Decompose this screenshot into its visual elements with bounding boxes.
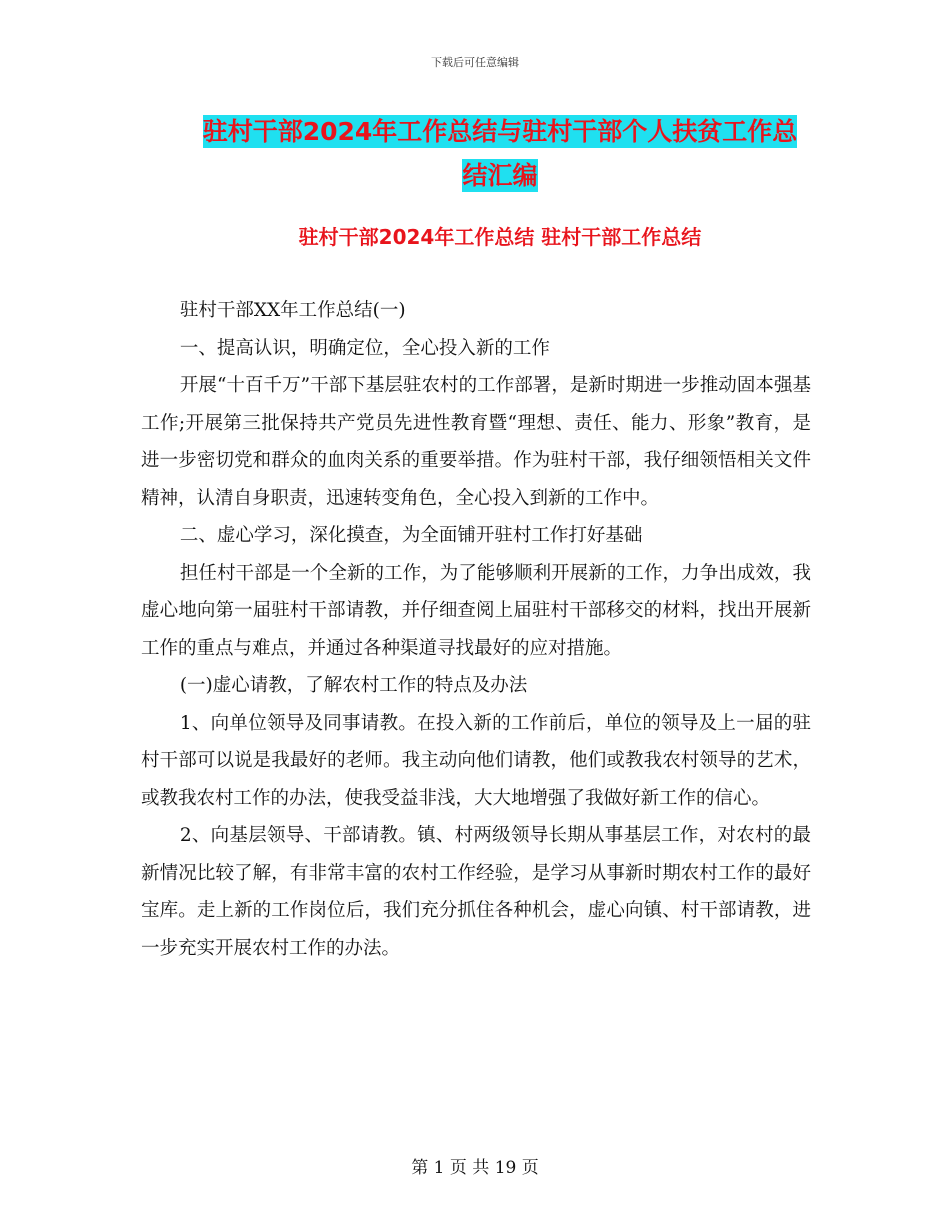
paragraph: 1、向单位领导及同事请教。在投入新的工作前后，单位的领导及上一届的驻村干部可以说是我最好的老师。我主动向他们请教，他们或教我农村领导的艺术，或教我农村工作的办法，使我受益非浅，大大地增强了我做好新工作的信心。 [141, 712, 811, 809]
paragraph-section-2: 二、虚心学习，深化摸查，为全面铺开驻村工作打好基础 [179, 525, 643, 546]
page-number-footer: 第 1 页 共 19 页 [411, 1158, 539, 1178]
paragraph: 开展“十百千万”干部下基层驻农村的工作部署，是新时期进一步推动固本强基工作;开展第三批保持共产党员先进性教育暨“理想、责任、能力、形象”教育，是进一步密切党和群众的血肉关系的重要举措。作为驻村干部，我仔细领悟相关文件精神，认清自身职责，迅速转变角色，全心投入到新的工作中。 [141, 375, 811, 509]
document-title-line2: 结汇编 [462, 161, 538, 190]
document-title [140, 110, 860, 198]
paragraph-section-1: 一、提高认识，明确定位，全心投入新的工作 [179, 337, 550, 359]
paragraph-subsection-1: (一)虚心请教，了解农村工作的特点及办法 [179, 675, 528, 696]
paragraph: 担任村干部是一个全新的工作，为了能够顺利开展新的工作，力争出成效，我虚心地向第一届驻村干部请教，并仔细查阅上届驻村干部移交的材料，找出开展新工作的重点与难点，并通过各种渠道寻找最好的应对措施。 [141, 562, 811, 659]
header-note: 下载后可任意编辑 [431, 56, 519, 69]
paragraph: 2、向基层领导、干部请教。镇、村两级领导长期从事基层工作，对农村的最新情况比较了解，有非常丰富的农村工作经验，是学习从事新时期农村工作的最好宝库。走上新的工作岗位后，我们充分抓住各种机会，虚心向镇、村干部请教，进一步充实开展农村工作的办法。 [141, 825, 811, 959]
document-body [141, 292, 811, 967]
section-title: 驻村干部2024年工作总结 驻村干部工作总结 [298, 225, 702, 249]
document-title-line1: 驻村干部2024年工作总结与驻村干部个人扶贫工作总 [202, 117, 798, 146]
paragraph-heading: 驻村干部XX年工作总结(一) [179, 300, 406, 321]
